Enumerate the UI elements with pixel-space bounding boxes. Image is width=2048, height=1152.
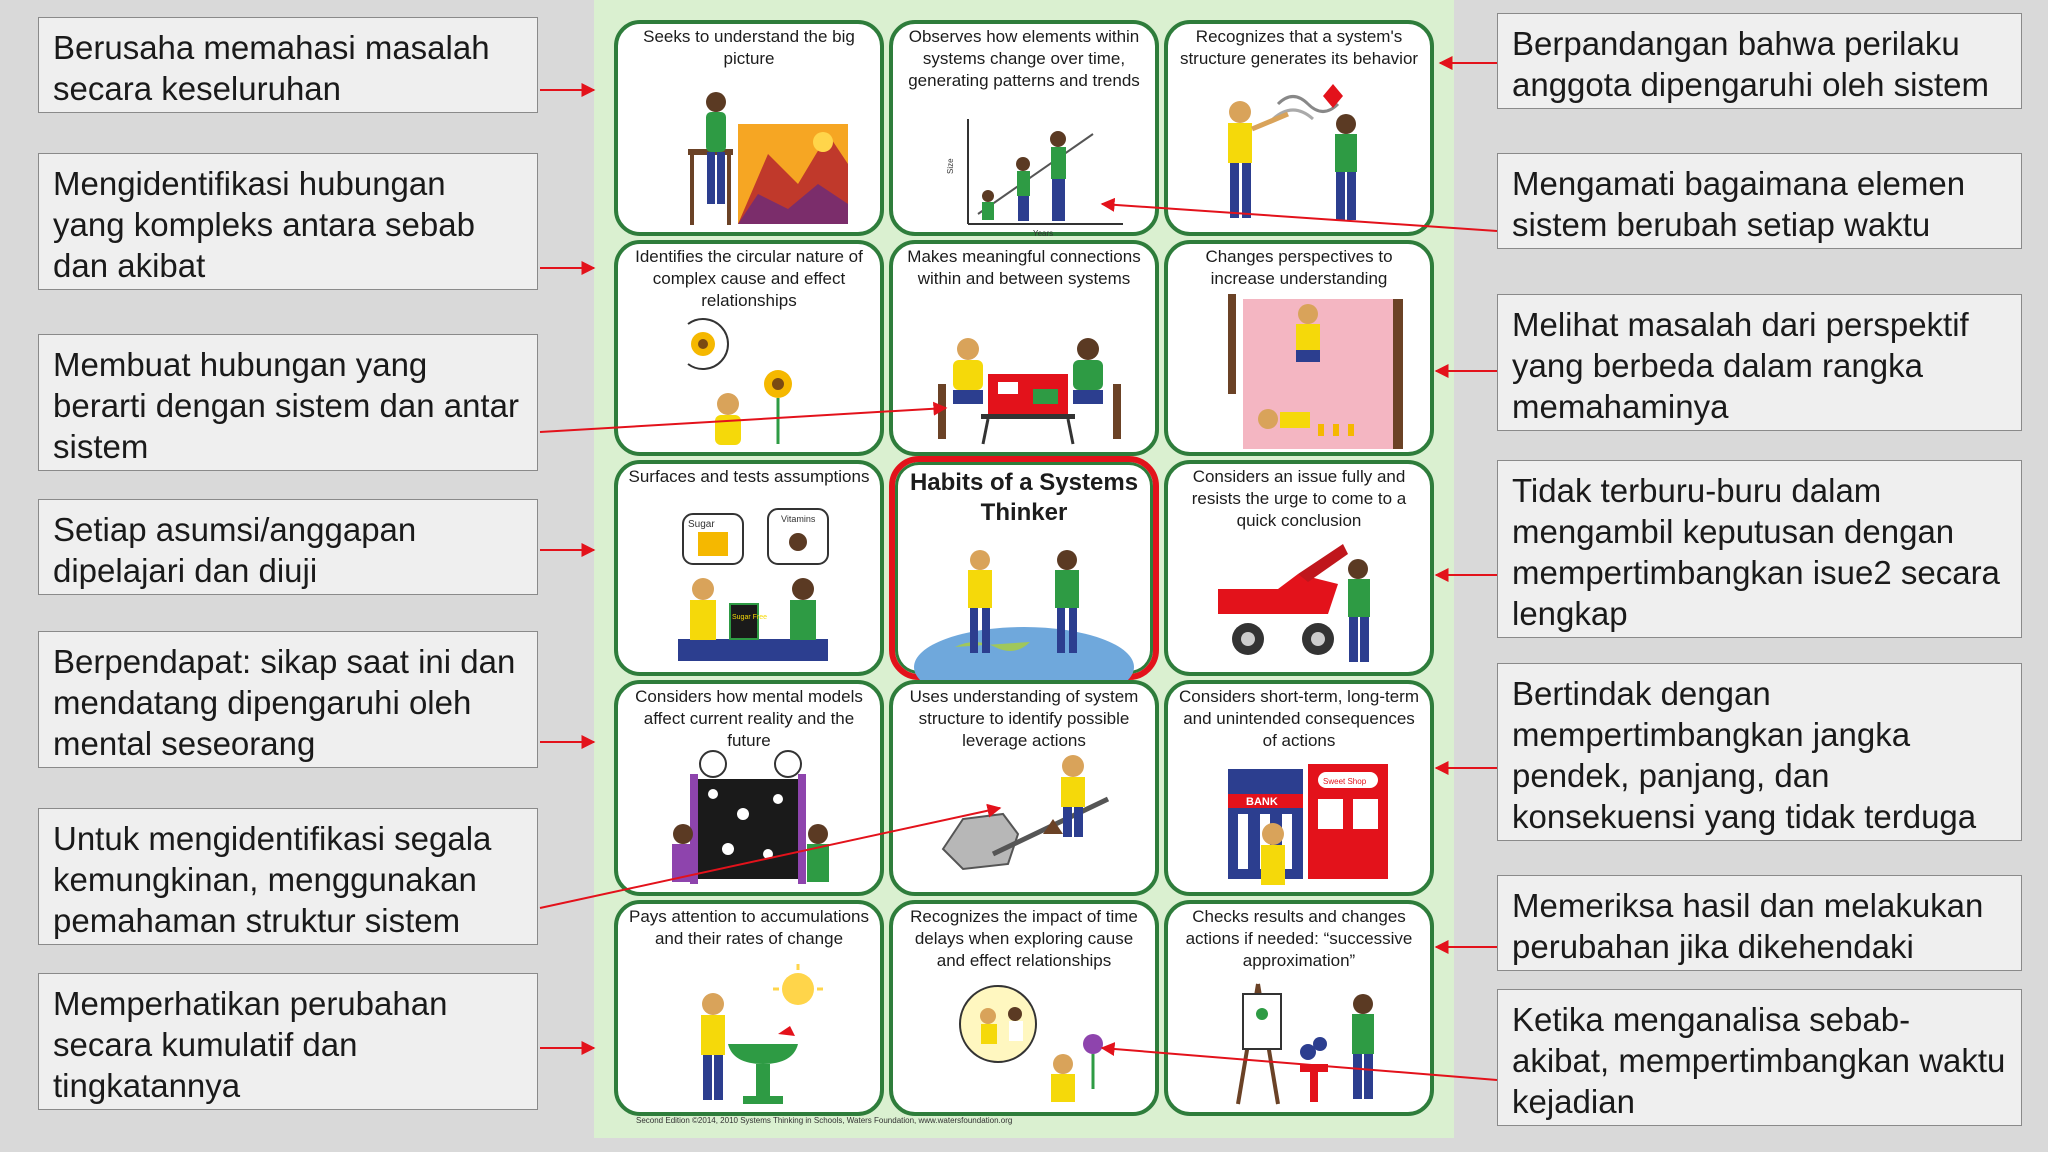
right-note-6: [1497, 875, 2022, 971]
card-test-assumptions: [614, 460, 884, 676]
right-note-text: Mengamati bagaimana elemen sistem berubah setiap waktu: [1512, 165, 1966, 243]
trend-graph-illustration: [893, 24, 1155, 238]
bank-label: BANK: [1246, 796, 1278, 808]
left-note-text: Membuat hubungan yang berarti dengan sistem dan antar sistem: [53, 346, 519, 465]
flower-cycle-illustration: [618, 244, 880, 452]
left-note-text: Mengidentifikasi hubungan yang kompleks antara sebab dan akibat: [53, 165, 475, 284]
card-title: Observes how elements within systems change over time, generating patterns and trends: [908, 27, 1140, 90]
card-mental-models: [614, 680, 884, 896]
card-title: Recognizes the impact of time delays when exploring cause and effect relationships: [910, 907, 1138, 970]
left-note-text: Untuk mengidentifikasi segala kemungkinan, menggunakan pemahaman struktur sistem: [53, 820, 492, 939]
card-center-title: [889, 456, 1159, 680]
big-picture-illustration: [618, 24, 880, 232]
card-big-picture: [614, 20, 884, 236]
bank-shop-illustration: [1168, 684, 1430, 892]
right-note-7: [1497, 989, 2022, 1126]
right-note-text: Berpandangan bahwa perilaku anggota dipengaruhi oleh sistem: [1512, 25, 1990, 103]
card-title: Considers how mental models affect current reality and the future: [635, 687, 863, 750]
wall-climb-illustration: [1168, 244, 1430, 452]
right-note-1: [1497, 13, 2022, 109]
left-note-text: Berpendapat: sikap saat ini dan mendatang dipengaruhi oleh mental seseorang: [53, 643, 516, 762]
poster-footer: Second Edition ©2014, 2010 Systems Thinking in Schools, Waters Foundation, www.watersfoundation.org: [636, 1116, 1013, 1125]
easel-painting-illustration: [1168, 904, 1430, 1112]
right-note-2: [1497, 153, 2022, 249]
birdbath-illustration: [618, 904, 880, 1112]
graph-x-label: Years: [1033, 229, 1054, 238]
card-circular-causality: [614, 240, 884, 456]
card-structure-behavior: [1164, 20, 1434, 236]
left-note-5: [38, 631, 538, 768]
vitamins-label: Vitamins: [781, 514, 816, 524]
card-title: Uses understanding of system structure to identify possible leverage actions: [909, 687, 1139, 750]
habits-poster: [594, 0, 1454, 1138]
card-title: Recognizes that a system's structure generates its behavior: [1179, 27, 1419, 68]
globe-thinkers-illustration: [895, 462, 1153, 674]
shop-label: Sweet Shop: [1323, 777, 1367, 786]
card-change-over-time: [889, 20, 1159, 236]
card-consequences: [1164, 680, 1434, 896]
right-note-4: [1497, 460, 2022, 638]
poster-center-title: Habits of a Systems Thinker: [909, 469, 1139, 526]
card-title: Changes perspectives to increase understanding: [1205, 247, 1393, 288]
card-title: Pays attention to accumulations and their rates of change: [628, 907, 870, 948]
left-note-7: [38, 973, 538, 1110]
left-note-6: [38, 808, 538, 945]
left-note-text: Memperhatikan perubahan secara kumulatif dan tingkatannya: [53, 985, 448, 1104]
card-resist-quick-conclusion: [1164, 460, 1434, 676]
right-note-text: Memeriksa hasil dan melakukan perubahan jika dikehendaki: [1512, 887, 1984, 965]
card-successive-approximation: [1164, 900, 1434, 1116]
puzzle-table-illustration: [893, 244, 1155, 452]
card-title: Makes meaningful connections within and between systems: [907, 247, 1141, 288]
card-title: Considers short-term, long-term and unintended consequences of actions: [1179, 687, 1419, 750]
card-change-perspectives: [1164, 240, 1434, 456]
left-note-1: [38, 17, 538, 113]
mental-models-illustration: [618, 684, 880, 892]
right-note-text: Ketika menganalisa sebab-akibat, mempertimbangkan waktu kejadian: [1512, 1001, 2006, 1120]
card-meaningful-connections: [889, 240, 1159, 456]
card-accumulations: [614, 900, 884, 1116]
time-delay-illustration: [893, 904, 1155, 1112]
left-note-3: [38, 334, 538, 471]
left-note-4: [38, 499, 538, 595]
card-title: Identifies the circular nature of complex cause and effect relationships: [635, 247, 863, 310]
assumptions-illustration: [618, 464, 880, 672]
right-note-text: Bertindak dengan mempertimbangkan jangka pendek, panjang, dan konsekuensi yang tidak terduga: [1512, 675, 1977, 835]
card-time-delays: [889, 900, 1159, 1116]
card-leverage-actions: [889, 680, 1159, 896]
graph-y-label: Size: [946, 158, 955, 174]
left-note-text: Berusaha memahasi masalah secara keseluruhan: [53, 29, 490, 107]
right-note-text: Tidak terburu-buru dalam mengambil keputusan dengan mempertimbangkan isue2 secara lengkap: [1512, 472, 2000, 632]
right-note-3: [1497, 294, 2022, 431]
right-note-text: Melihat masalah dari perspektif yang berbeda dalam rangka memahaminya: [1512, 306, 1969, 425]
card-title: Checks results and changes actions if needed: “successive approximation”: [1185, 907, 1413, 970]
right-note-5: [1497, 663, 2022, 841]
lever-rock-illustration: [893, 684, 1155, 892]
car-repair-illustration: [1168, 464, 1430, 672]
card-title: Seeks to understand the big picture: [643, 27, 855, 68]
card-title: Surfaces and tests assumptions: [628, 467, 870, 486]
wind-kite-illustration: [1168, 24, 1430, 232]
left-note-text: Setiap asumsi/anggapan dipelajari dan diuji: [53, 511, 417, 589]
box-label: Sugar Free: [732, 614, 768, 621]
sugar-label: Sugar: [688, 519, 715, 530]
left-note-2: [38, 153, 538, 290]
card-title: Considers an issue fully and resists the urge to come to a quick conclusion: [1191, 467, 1407, 530]
